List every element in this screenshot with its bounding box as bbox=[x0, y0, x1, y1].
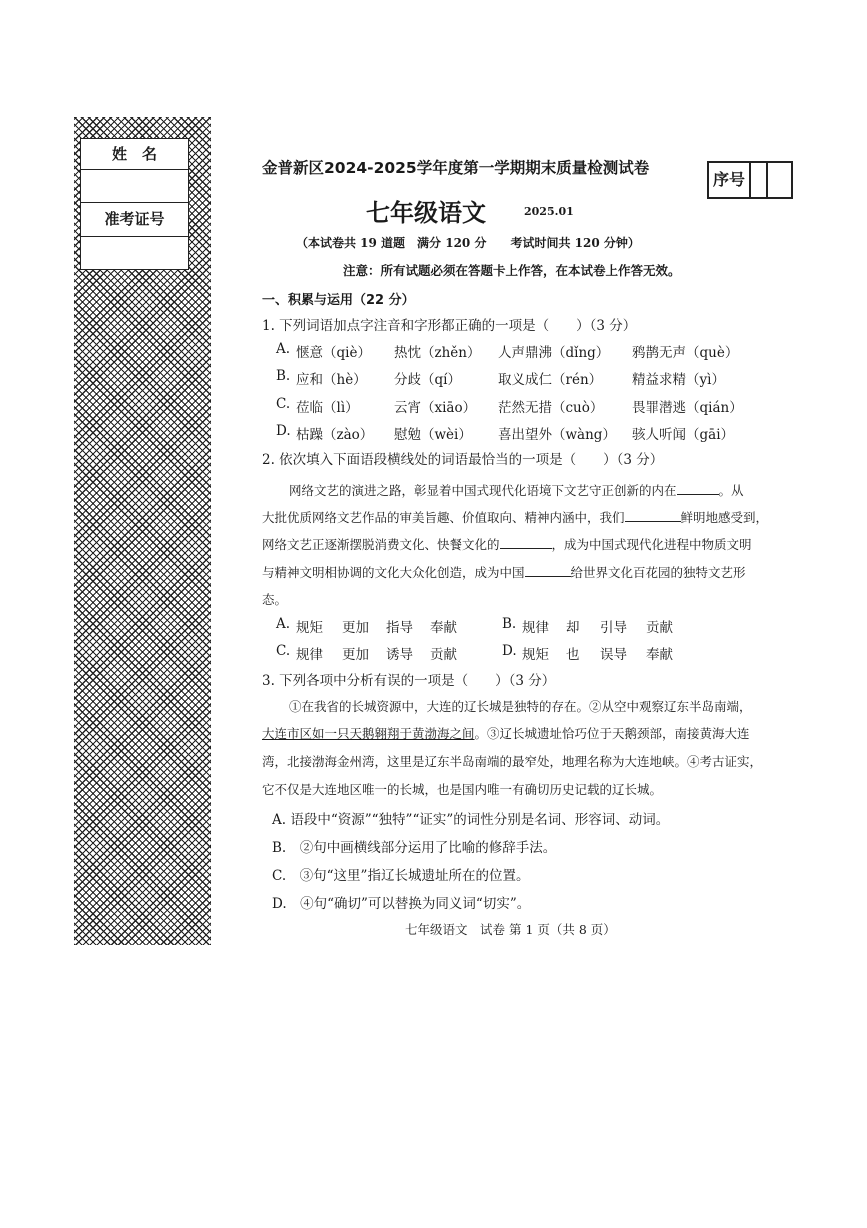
q3-option-b[interactable]: B. ②句中画横线部分运用了比喻的修辞手法。 bbox=[272, 840, 557, 856]
q2-passage-line1: 网络文艺的演进之路，彰显着中国式现代化语境下文艺守正创新的内在 。从 bbox=[289, 483, 744, 498]
q3-stem: 3. 下列各项中分析有误的一项是（ ）（3 分） bbox=[262, 673, 556, 689]
q2-stem: 2. 依次填入下面语段横线处的词语最恰当的一项是（ ）（3 分） bbox=[262, 452, 664, 468]
q3-option-d[interactable]: D. ④句“确切”可以替换为同义词“切实”。 bbox=[272, 896, 531, 912]
q3-passage-line4: 它不仅是大连地区唯一的长城，也是国内唯一有确切历史记载的辽长城。 bbox=[262, 782, 663, 797]
sequence-number-box bbox=[707, 161, 793, 199]
exam-id-field[interactable] bbox=[81, 237, 188, 268]
blank-4 bbox=[525, 576, 571, 577]
q3-passage-line1: ①在我省的长城资源中，大连的辽长城是独特的存在。②从空中观察辽东半岛南端， bbox=[289, 699, 752, 714]
q1-stem: 1. 下列词语加点字注音和字形都正确的一项是（ ）（3 分） bbox=[262, 318, 637, 334]
exam-date: 2025.01 bbox=[524, 205, 574, 218]
exam-info: （本试卷共 19 道题 满分 120 分 考试时间共 120 分钟） bbox=[296, 236, 640, 250]
exam-title: 金普新区2024-2025学年度第一学期期末质量检测试卷 bbox=[262, 159, 650, 177]
blank-3 bbox=[500, 548, 552, 549]
subject-title: 七年级语文 bbox=[366, 199, 486, 227]
sequence-label: 序号 bbox=[709, 163, 751, 197]
blank-1 bbox=[677, 494, 719, 495]
underlined-sentence: 大连市区如一只天鹅翱翔于黄渤海之间 bbox=[262, 726, 475, 741]
student-info-box bbox=[80, 138, 189, 270]
section-heading: 一、积累与运用（22 分） bbox=[262, 293, 415, 308]
blank-2 bbox=[625, 521, 681, 522]
q2-passage-line3: 网络文艺正逐渐摆脱消费文化、快餐文化的 ，成为中国式现代化进程中物质文明 bbox=[262, 537, 752, 552]
name-label: 姓 名 bbox=[81, 139, 188, 170]
q3-passage-line3: 湾，北接渤海金州湾，这里是辽东半岛南端的最窄处，地理名称为大连地峡。④考古证实， bbox=[262, 754, 763, 769]
q3-option-c[interactable]: C. ③句“这里”指辽长城遗址所在的位置。 bbox=[272, 868, 530, 884]
page-footer: 七年级语文 试卷 第 1 页（共 8 页） bbox=[405, 922, 616, 937]
q2-passage-line4: 与精神文明相协调的文化大众化创造，成为中国 给世界文化百花园的独特文艺形 bbox=[262, 565, 746, 580]
q2-passage-line2: 大批优质网络文艺作品的审美旨趣、价值取向、精神内涵中，我们 鲜明地感受到， bbox=[262, 510, 769, 525]
exam-id-label: 准考证号 bbox=[81, 203, 188, 237]
q3-option-a[interactable]: A. 语段中“资源”“独特”“证实”的词性分别是名词、形容词、动词。 bbox=[272, 812, 670, 828]
exam-notice: 注意：所有试题必须在答题卡上作答，在本试卷上作答无效。 bbox=[343, 263, 681, 278]
q2-passage-line5: 态。 bbox=[262, 592, 288, 607]
name-field[interactable] bbox=[81, 170, 188, 203]
q3-passage-line2: 大连市区如一只天鹅翱翔于黄渤海之间。③辽长城遗址恰巧位于天鹅颈部，南接黄海大连 bbox=[262, 726, 750, 741]
